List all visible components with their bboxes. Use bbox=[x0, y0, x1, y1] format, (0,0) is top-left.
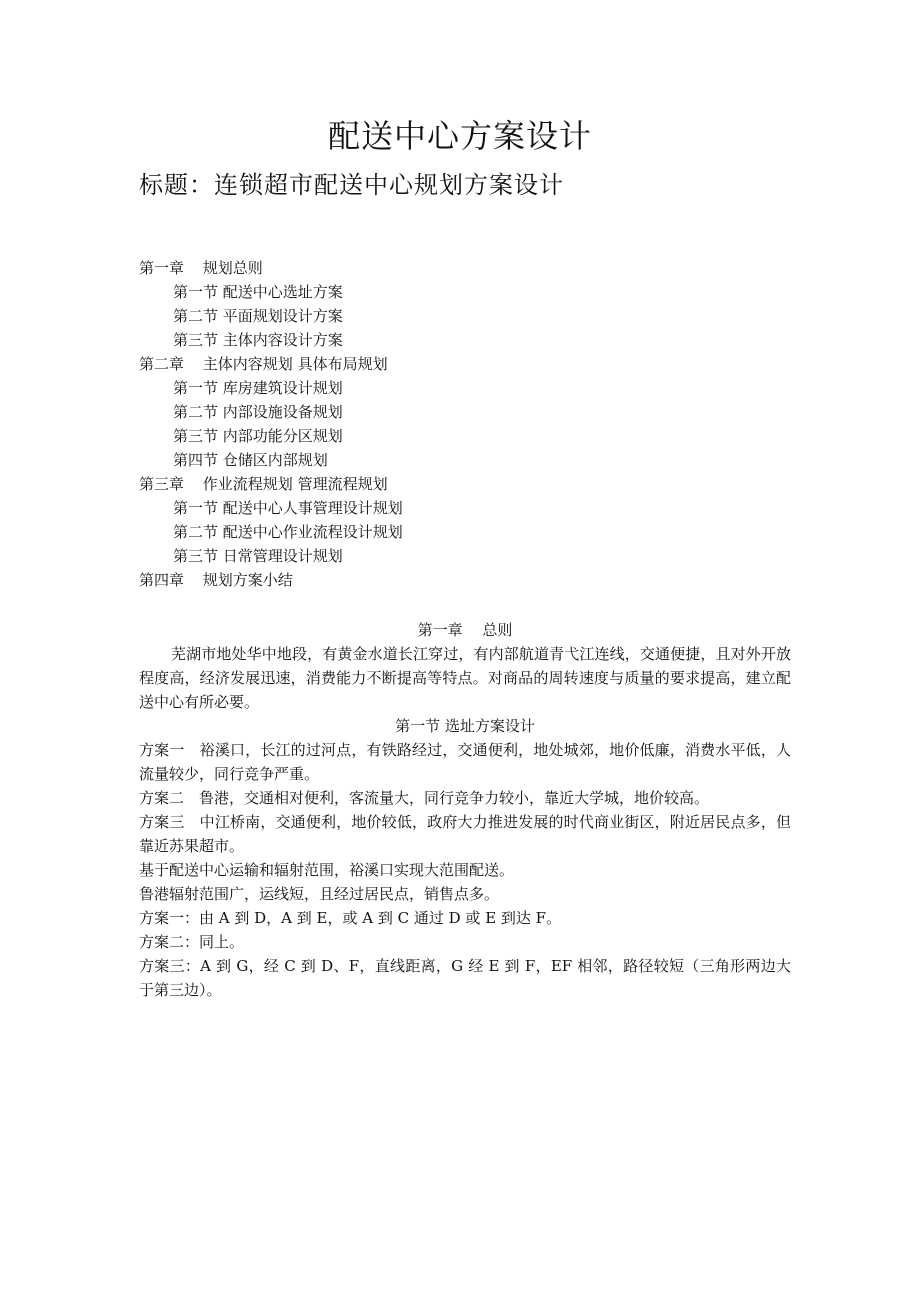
toc-number: 第一章 bbox=[139, 259, 185, 277]
toc-number: 第三节 bbox=[173, 547, 219, 565]
toc-section bbox=[139, 496, 799, 520]
toc-section bbox=[139, 304, 799, 328]
toc-label: 配送中心选址方案 bbox=[222, 283, 343, 301]
toc-label: 配送中心作业流程设计规划 bbox=[222, 523, 403, 541]
body-paragraph: 基于配送中心运输和辐射范围，裕溪口实现大范围配送。 bbox=[139, 861, 515, 879]
toc-number: 第三节 bbox=[173, 427, 219, 445]
toc-number: 第三节 bbox=[173, 331, 219, 349]
body-paragraph: 方案二 鲁港，交通相对便利，客流量大，同行竞争力较小，靠近大学城，地价较高。 bbox=[139, 789, 710, 807]
toc-section bbox=[139, 280, 799, 304]
toc-label: 内部功能分区规划 bbox=[222, 427, 343, 445]
toc-section bbox=[139, 448, 799, 472]
body-paragraph: 方案三 中江桥南，交通便利，地价较低，政府大力推进发展的时代商业街区，附近居民点多，但靠近苏果超市。 bbox=[139, 813, 791, 855]
toc-label: 仓储区内部规划 bbox=[222, 451, 328, 469]
toc-section bbox=[139, 376, 799, 400]
toc-label: 库房建筑设计规划 bbox=[222, 379, 343, 397]
toc-number: 第一节 bbox=[173, 499, 219, 517]
toc-number: 第二节 bbox=[173, 307, 219, 325]
toc-chapter bbox=[139, 352, 799, 376]
toc-label: 内部设施设备规划 bbox=[222, 403, 343, 421]
body-paragraph: 方案一：由 A 到 D，A 到 E，或 A 到 C 通过 D 或 E 到达 F。 bbox=[139, 909, 562, 927]
table-of-contents bbox=[139, 256, 799, 592]
toc-number: 第一节 bbox=[173, 283, 219, 301]
document-subtitle: 标题：连锁超市配送中心规划方案设计 bbox=[139, 171, 564, 199]
toc-section bbox=[139, 520, 799, 544]
toc-number: 第四节 bbox=[173, 451, 219, 469]
toc-section bbox=[139, 400, 799, 424]
toc-number: 第一节 bbox=[173, 379, 219, 397]
toc-section bbox=[139, 544, 799, 568]
body-paragraph: 方案二：同上。 bbox=[139, 933, 245, 951]
toc-number: 第四章 bbox=[139, 571, 185, 589]
toc-label: 规划方案小结 bbox=[202, 571, 293, 589]
toc-label: 日常管理设计规划 bbox=[222, 547, 343, 565]
toc-label: 平面规划设计方案 bbox=[222, 307, 343, 325]
chapter-heading: 第一章 总则 bbox=[417, 621, 513, 639]
document-body bbox=[139, 618, 791, 1002]
section-heading: 第一节 选址方案设计 bbox=[395, 717, 535, 735]
toc-chapter bbox=[139, 568, 799, 592]
toc-number: 第二章 bbox=[139, 355, 185, 373]
toc-section bbox=[139, 424, 799, 448]
toc-label: 主体内容设计方案 bbox=[222, 331, 343, 349]
toc-label: 作业流程规划 管理流程规划 bbox=[202, 475, 388, 493]
toc-chapter bbox=[139, 256, 799, 280]
document-title: 配送中心方案设计 bbox=[327, 117, 592, 155]
toc-label: 主体内容规划 具体布局规划 bbox=[202, 355, 388, 373]
body-paragraph: 方案三：A 到 G，经 C 到 D、F，直线距离，G 经 E 到 F，EF 相邻，路径较短（三角形两边大于第三边）。 bbox=[139, 957, 791, 999]
toc-chapter bbox=[139, 472, 799, 496]
intro-paragraph: 芜湖市地处华中地段，有黄金水道长江穿过，有内部航道青弋江连线，交通便捷，且对外开放程度高，经济发展迅速，消费能力不断提高等特点。对商品的周转速度与质量的要求提高，建立配送中心有所必要。 bbox=[139, 645, 791, 711]
body-paragraph: 鲁港辐射范围广，运线短，且经过居民点，销售点多。 bbox=[139, 885, 500, 903]
toc-number: 第二节 bbox=[173, 403, 219, 421]
toc-number: 第二节 bbox=[173, 523, 219, 541]
toc-section bbox=[139, 328, 799, 352]
toc-number: 第三章 bbox=[139, 475, 185, 493]
toc-label: 配送中心人事管理设计规划 bbox=[222, 499, 403, 517]
body-paragraph: 方案一 裕溪口，长江的过河点，有铁路经过，交通便利，地处城郊，地价低廉，消费水平低，人流量较少，同行竞争严重。 bbox=[139, 741, 791, 783]
toc-label: 规划总则 bbox=[202, 259, 263, 277]
